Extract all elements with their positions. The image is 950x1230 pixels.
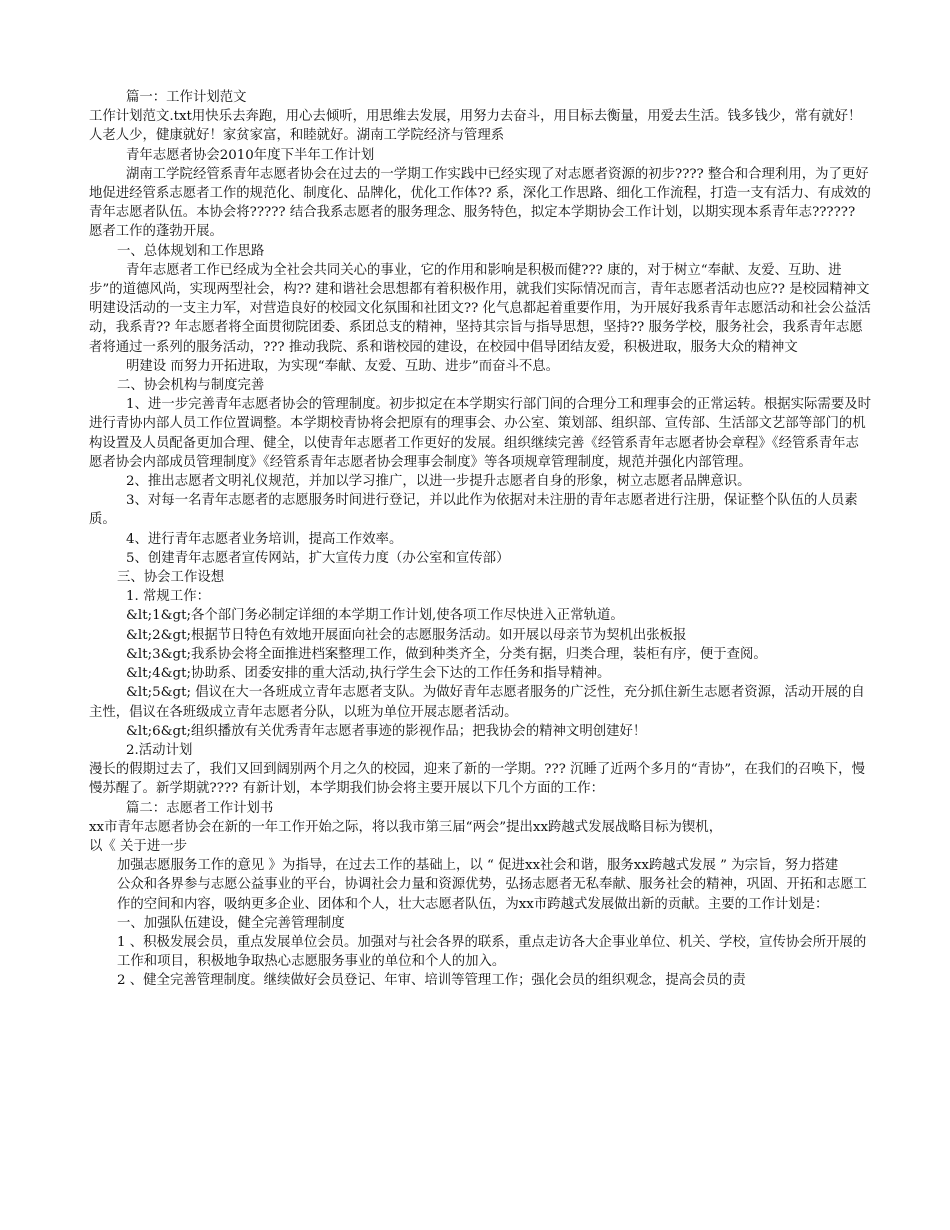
list-item: &lt;1&gt;各个部门务必制定详细的本学期工作计划,使各项工作尽快进入正常轨道。: [126, 608, 624, 624]
paragraph: 湖南工学院经管系青年志愿者协会在过去的一学期工作实践中已经实现了对志愿者资源的初步???? 整合和合理利用，为了更好地促进经管系志愿者工作的规范化、制度化、品牌化，优化工作体?? 系，深化工作思路、细化工作流程，打造一支有活力、有成效的青年志愿者队伍。本协会将????? 结合我系志愿者的服务理念、服务特色，拟定本学期协会工作计划，以期实现本系青年志?????? 愿者工作的蓬勃开展。: [89, 166, 871, 240]
paragraph: 5、创建青年志愿者宣传网站，扩大宣传力度（办公室和宣传部）: [126, 550, 510, 566]
list-item: &lt;3&gt;我系协会将全面推进档案整理工作，做到种类齐全，分类有据，归类合理，装柜有序，便于查阅。: [126, 646, 767, 662]
document-page: [89, 88, 871, 991]
paragraph: 漫长的假期过去了，我们又回到阔别两个月之久的校园，迎来了新的一学期。??? 沉睡了近两个多月的“青协”，在我们的召唤下，慢慢苏醒了。新学期就???? 有新计划，本学期我们协会将主要开展以下几个方面的工作：: [89, 762, 865, 797]
paragraph: 青年志愿者工作已经成为全社会共同关心的事业，它的作用和影响是积极而健??? 康的，对于树立“奉献、友爱、互助、进步”的道德风尚，实现两型社会，构?? 建和谐社会思想都有着积极作用，就我们实际情况而言，青年志愿者活动也应?? 是校园精神文明建设活动的一支主力军，对营造良好的校园文化氛围和社团文?? 化气息都起着重要作用，为开展好我系青年志愿活动和社会公益活动，我系青?? 年志愿者将全面贯彻院团委、系团总支的精神，坚持其宗旨与指导思想，坚持?? 服务学校，服务社会，我系青年志愿者将通过一系列的服务活动，??? 推动我院、系和谐校园的建设，在校园中倡导团结友爱，积极进取，服务大众的精神文: [89, 262, 871, 355]
list-item: &lt;6&gt;组织播放有关优秀青年志愿者事迹的影视作品；把我协会的精神文明创建好！: [126, 723, 647, 739]
paragraph: 加强志愿服务工作的意见 》为指导，在过去工作的基础上，以 “ 促进xx社会和谐，服务xx跨越式发展 ” 为宗旨，努力搭建: [117, 858, 839, 874]
section-heading: 一、加强队伍建设，健全完善管理制度: [117, 915, 345, 931]
paragraph: 2、推出志愿者文明礼仪规范，并加以学习推广，以进一步提升志愿者自身的形象，树立志愿者品牌意识。: [126, 474, 751, 490]
paragraph: 2 、健全完善管理制度。继续做好会员登记、年审、培训等管理工作；强化会员的组织观念，提高会员的责: [117, 973, 746, 989]
paragraph: 明建设 而努力开拓进取，为实现“奉献、友爱、互助、进步”而奋斗不息。: [126, 358, 560, 374]
paragraph: 公众和各界参与志愿公益事业的平台，协调社会力量和资源优势，弘扬志愿者无私奉献、服务社会的精神，巩固、开拓和志愿工: [117, 877, 867, 893]
heading-part-two: 篇二：志愿者工作计划书: [126, 800, 274, 816]
paragraph: 1、进一步完善青年志愿者协会的管理制度。初步拟定在本学期实行部门间的合理分工和理事会的正常运转。根据实际需要及时进行青协内部人员工作位置调整。本学期校青协将会把原有的理事会、办公室、策划部、组织部、宣传部、生活部文艺部等部门的机构设置及人员配备更加合理、健全，以使青年志愿者工作更好的发展。组织继续完善《经管系青年志愿者协会章程》《经管系青年志愿者协会内部成员管理制度》《经管系青年志愿者协会理事会制度》等各项规章管理制度，规范并强化内部管理。: [89, 397, 871, 470]
list-item: &lt;2&gt;根据节日特色有效地开展面向社会的志愿服务活动。如开展以母亲节为契机出张板报: [126, 627, 687, 643]
heading-part-one: 篇一：工作计划范文: [126, 90, 247, 105]
paragraph: 4、进行青年志愿者业务培训，提高工作效率。: [126, 531, 403, 547]
list-item: 1. 常规工作：: [126, 589, 210, 605]
list-item: &lt;4&gt;协助系、团委安排的重大活动,执行学生会下达的工作任务和指导精神。: [126, 666, 611, 682]
document-subtitle: 青年志愿者协会2010年度下半年工作计划: [126, 147, 375, 163]
paragraph: 作的空间和内容，吸纳更多企业、团体和个人，壮大志愿者队伍，为xx市跨越式发展做出新的贡献。主要的工作计划是：: [117, 896, 829, 912]
list-item: 2.活动计划: [126, 742, 193, 758]
paragraph: 1 、积极发展会员，重点发展单位会员。加强对与社会各界的联系，重点走访各大企事业单位、机关、学校，宣传协会所开展的: [117, 934, 867, 950]
section-heading: 二、协会机构与制度完善: [117, 378, 265, 394]
paragraph: 工作计划范文.txt用快乐去奔跑，用心去倾听，用思维去发展，用努力去奋斗，用目标去衡量，用爱去生活。钱多钱少，常有就好！人老人少，健康就好！家贫家富，和睦就好。湖南工学院经济与管理系: [89, 109, 862, 144]
section-heading: 一、总体规划和工作思路: [117, 243, 265, 259]
paragraph: 以《 关于进一步: [89, 838, 187, 854]
paragraph: 3、对每一名青年志愿者的志愿服务时间进行登记，并以此作为依据对未注册的青年志愿者进行注册，保证整个队伍的人员素质。: [89, 493, 858, 528]
section-heading: 三、协会工作设想: [117, 570, 225, 586]
paragraph: xx市青年志愿者协会在新的一年工作开始之际，将以我市第三届“两会”提出xx跨越式发展战略目标为锲机，: [89, 819, 723, 835]
list-item: &lt;5&gt; 倡议在大一各班成立青年志愿者支队。为做好青年志愿者服务的广泛性，充分抓住新生志愿者资源，活动开展的自主性，倡议在各班级成立青年志愿者分队，以班为单位开展志愿者活动。: [89, 685, 865, 720]
paragraph: 工作和项目，积极地争取热心志愿服务事业的单位和个人的加入。: [117, 954, 506, 970]
